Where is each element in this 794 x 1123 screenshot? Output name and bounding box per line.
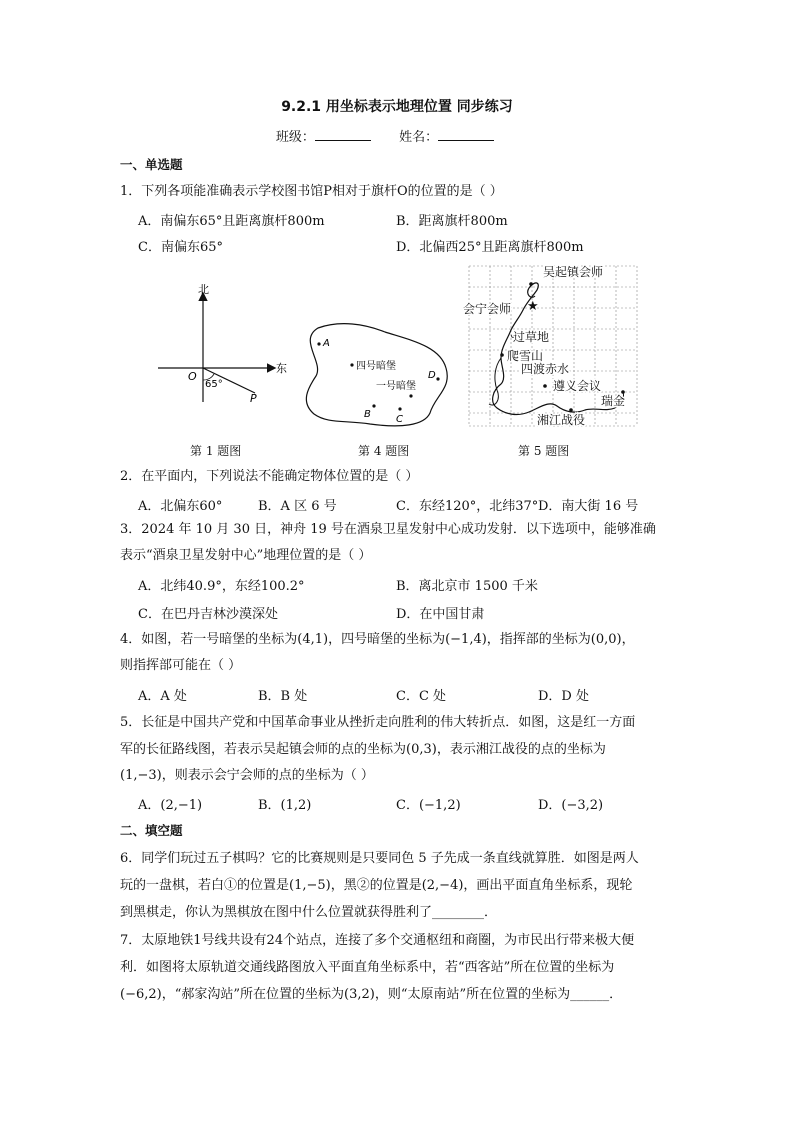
q5-stem-line2: 军的长征路线图，若表示吴起镇会师的点的坐标为(0,3)，表示湘江战役的点的坐标为: [120, 742, 606, 757]
q4-option-b: B．B 处: [258, 689, 308, 704]
fort-4-label: 四号暗堡: [356, 361, 396, 372]
east-label: 东: [276, 362, 287, 375]
q5-option-c: C．(−1,2): [396, 798, 461, 813]
class-blank: [315, 128, 371, 141]
page-title: 9.2.1 用坐标表示地理位置 同步练习: [281, 99, 513, 115]
q3-stem-line2: 表示“酒泉卫星发射中心”地理位置的是（ ）: [120, 548, 372, 563]
figure-4-caption: 第 4 题图: [358, 444, 410, 458]
figure-4-map: [290, 318, 460, 433]
q2-option-c: C．东经120°，北纬37°: [396, 499, 539, 514]
q1-option-b: B．距离旗杆800m: [396, 214, 508, 229]
point-c-label: C: [396, 414, 403, 425]
fort-1-dot: [409, 394, 412, 397]
figure-5-caption: 第 5 题图: [518, 444, 570, 458]
chishui-label: 四渡赤水: [521, 362, 570, 376]
q4-option-d: D．D 处: [538, 689, 589, 704]
point-a-label: A: [323, 338, 330, 349]
xueshan-label: 爬雪山: [507, 349, 544, 363]
q3-option-b: B．离北京市 1500 千米: [396, 579, 538, 594]
zunyi-label: 遵义会议: [553, 379, 602, 393]
q2-option-a: A．北偏东60°: [138, 499, 223, 514]
q5-stem-line1: 5．长征是中国共产党和中国革命事业从挫折走向胜利的伟大转折点．如图，这是红一方面: [120, 715, 636, 730]
name-label: 姓名：: [399, 130, 439, 145]
fort-4-dot: [350, 363, 353, 366]
q3-option-d: D．在中国甘肃: [396, 607, 485, 622]
q4-stem-line2: 则指挥部可能在（ ）: [120, 658, 242, 673]
huining-label: 会宁会师: [463, 302, 512, 316]
q4-option-c: C．C 处: [396, 689, 447, 704]
q3-stem-line1: 3．2024 年 10 月 30 日，神舟 19 号在酒泉卫星发射中心成功发射．以下选项中，能够准确: [120, 522, 656, 537]
point-b-label: B: [364, 409, 371, 420]
q2-option-b: B．A 区 6 号: [258, 499, 337, 514]
wuqi-label: 吴起镇会师: [543, 265, 604, 279]
q5-stem-line3: (1,−3)，则表示会宁会师的点的坐标为（ ）: [120, 768, 374, 783]
angle-label: 65°: [205, 379, 223, 390]
q5-option-d: D．(−3,2): [538, 798, 604, 813]
huining-star-icon: ★: [527, 299, 539, 314]
section-single-choice: 一、单选题: [120, 157, 183, 172]
q3-option-a: A．北纬40.9°，东经100.2°: [138, 579, 305, 594]
point-d-label: D: [428, 370, 436, 381]
section-fill-in: 二、填空题: [120, 823, 183, 838]
figure-1-compass: [150, 280, 285, 410]
q4-option-a: A．A 处: [138, 689, 187, 704]
q1-option-a: A．南偏东65°且距离旗杆800m: [138, 214, 325, 229]
q2-option-d: D．南大街 16 号: [538, 499, 639, 514]
point-o-label: O: [188, 370, 197, 383]
q5-option-b: B．(1,2): [258, 798, 312, 813]
name-blank: [438, 128, 494, 141]
fort-1-label: 一号暗堡: [376, 381, 416, 392]
figure-5-long-march-map: [465, 262, 640, 432]
q6-line3: 到黑棋走，你认为黑棋放在图中什么位置就获得胜利了________．: [120, 905, 498, 920]
point-d: [436, 377, 439, 380]
xiangjiang-label: 湘江战役: [537, 413, 586, 427]
class-label: 班级：: [275, 130, 315, 145]
point-a: [317, 342, 320, 345]
point-b: [372, 404, 375, 407]
xueshan-dot: [500, 353, 504, 357]
ruijin-label: 瑞金: [601, 394, 626, 408]
q3-option-c: C．在巴丹吉林沙漠深处: [138, 607, 278, 622]
q7-line3: (−6,2)，“郝家沟站”所在位置的坐标为(3,2)，则“太原南站”所在位置的坐标为______．: [120, 987, 623, 1002]
q2-stem: 2．在平面内，下列说法不能确定物体位置的是（ ）: [120, 469, 419, 484]
wuqi-dot: [529, 282, 533, 286]
q6-line2: 玩的一盘棋，若白①的位置是(1,−5)，黑②的位置是(2,−4)，画出平面直角坐标系，现轮: [120, 878, 633, 893]
q7-line2: 利．如图将太原轨道交通线路图放入平面直角坐标系中，若“西客站”所在位置的坐标为: [120, 960, 615, 975]
q7-line1: 7．太原地铁1号线共设有24个站点，连接了多个交通枢纽和商圈，为市民出行带来极大便: [120, 933, 635, 948]
zunyi-dot: [543, 384, 547, 388]
q6-line1: 6．同学们玩过五子棋吗？它的比赛规则是只要同色 5 子先成一条直线就算胜．如图是两人: [120, 851, 639, 866]
figure-1-caption: 第 1 题图: [190, 444, 242, 458]
class-name-line: [0, 126, 794, 145]
point-c: [398, 407, 401, 410]
q1-stem: 1．下列各项能准确表示学校图书馆P相对于旗杆O的位置的是（ ）: [120, 184, 503, 199]
q1-option-c: C．南偏东65°: [138, 240, 223, 255]
xiangjiang-dot: [569, 408, 573, 412]
q1-option-d: D．北偏西25°且距离旗杆800m: [396, 240, 584, 255]
q5-option-a: A．(2,−1): [138, 798, 203, 813]
point-p-label: P: [250, 392, 257, 405]
north-label: 北: [198, 283, 209, 296]
caodi-label: 过草地: [513, 330, 550, 344]
q4-stem-line1: 4．如图，若一号暗堡的坐标为(4,1)，四号暗堡的坐标为(−1,4)，指挥部的坐标为(0,0)，: [120, 632, 635, 647]
